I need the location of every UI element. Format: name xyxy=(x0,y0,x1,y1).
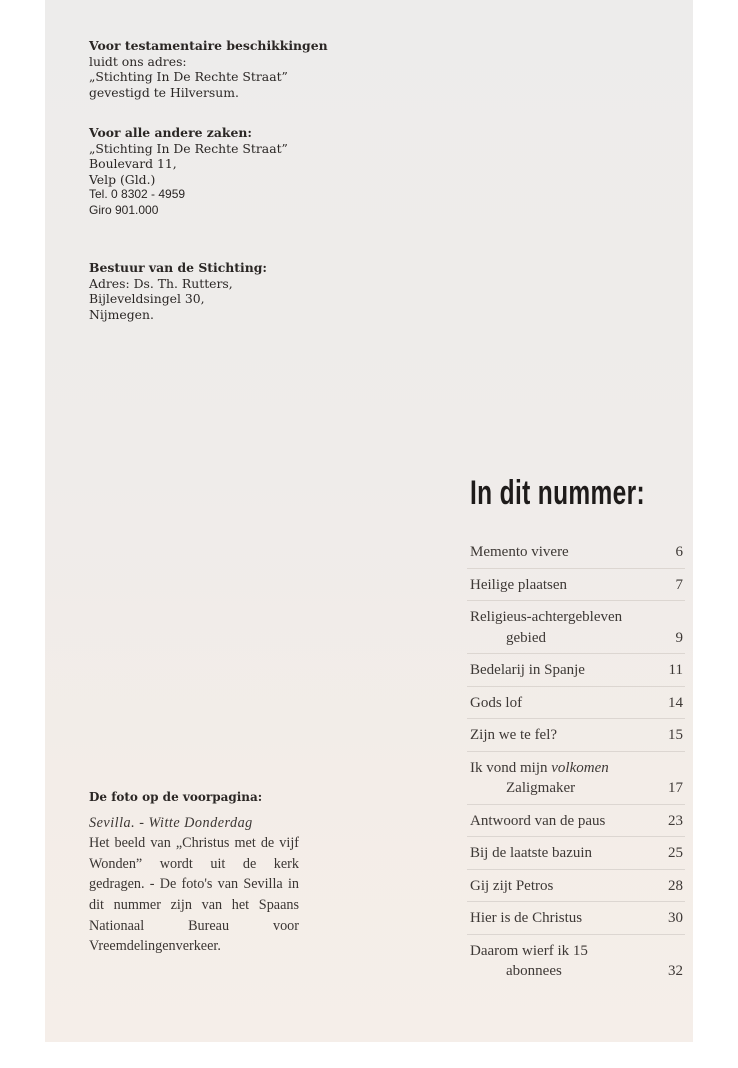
toc-entry-title: Gij zijt Petros xyxy=(470,877,554,894)
board-heading: Bestuur van de Stichting: xyxy=(89,260,267,275)
other-line: Boulevard 11, xyxy=(89,156,177,172)
toc-entry-title: Bij de laatste bazuin xyxy=(470,845,593,861)
testament-line: gevestigd te Hilversum. xyxy=(89,84,239,100)
toc-entry-title: Memento vivere xyxy=(470,544,569,560)
toc-entry xyxy=(467,934,685,987)
toc-entry-page: 30 xyxy=(668,910,683,926)
board-line: Nijmegen. xyxy=(89,306,154,322)
toc-entry-title-italic: volkomen xyxy=(551,759,609,776)
toc-entry xyxy=(467,804,685,837)
toc-entry-page: 25 xyxy=(668,845,683,861)
caption-italic: Sevilla. - Witte Donderdag xyxy=(89,814,253,831)
toc-entry-page: 11 xyxy=(668,662,683,678)
caption-text: Het beeld van „Christus met de vijf Wonden” wordt uit de kerk gedragen. - De foto's van Sevilla in dit nummer zijn van het Spaans Nationaal Bureau voor Vreemdelingenverkeer. xyxy=(89,835,299,955)
toc-entry xyxy=(467,536,685,568)
board-block xyxy=(89,260,267,322)
toc-entry xyxy=(467,901,685,934)
toc-entry xyxy=(467,718,685,751)
toc-entry xyxy=(467,653,685,686)
caption-heading: De foto op de voorpagina: xyxy=(89,790,263,804)
toc-entry-title: Bedelarij in Spanje xyxy=(470,662,585,678)
toc-entry xyxy=(467,568,685,601)
toc-entry-page: 7 xyxy=(675,576,683,593)
toc-entry-title: Religieus-achtergebleven xyxy=(470,609,623,625)
toc-entry-title-continued: gebied xyxy=(506,629,546,646)
other-line: „Stichting In De Rechte Straat” xyxy=(89,140,288,156)
board-line: Adres: Ds. Th. Rutters, xyxy=(89,275,233,291)
cover-photo-caption xyxy=(89,787,299,957)
toc-entry xyxy=(467,869,685,902)
toc-entry-title: Hier is de Christus xyxy=(470,910,583,926)
other-line: Tel. 0 8302 - 4959 xyxy=(89,187,186,202)
testament-address-block xyxy=(89,38,328,100)
testament-line: luidt ons adres: xyxy=(89,53,187,69)
toc-entry-page: 14 xyxy=(668,694,683,711)
testament-line: „Stichting In De Rechte Straat” xyxy=(89,69,288,85)
other-line: Velp (Gld.) xyxy=(89,171,156,187)
table-of-contents xyxy=(467,536,685,987)
toc-entry-title-continued: Zaligmaker xyxy=(506,780,576,796)
board-line: Bijleveldsingel 30, xyxy=(89,291,205,307)
toc-entry xyxy=(467,600,685,653)
toc-entry xyxy=(467,686,685,719)
testament-heading: Voor testamentaire beschikkingen xyxy=(89,38,328,53)
toc-entry xyxy=(467,836,685,869)
toc-entry-title: Zijn we te fel? xyxy=(470,727,558,743)
toc-entry-page: 28 xyxy=(668,877,683,894)
toc-entry-page: 6 xyxy=(675,544,683,560)
toc-entry-title: Gods lof xyxy=(470,694,523,711)
toc-entry-page: 9 xyxy=(675,629,683,646)
toc-entry-page: 17 xyxy=(668,780,683,796)
toc-entry-title: Antwoord van de paus xyxy=(470,812,606,829)
toc-entry-title: Ik vond mijn volkomen xyxy=(470,759,609,776)
other-matters-block xyxy=(89,125,288,219)
toc-entry-page: 32 xyxy=(668,963,683,979)
toc-entry-page: 15 xyxy=(668,727,683,743)
toc-entry-title: Heilige plaatsen xyxy=(470,576,568,593)
other-line: Giro 901.000 xyxy=(89,202,159,217)
toc-title: In dit nummer: xyxy=(470,474,646,512)
toc-entry-page: 23 xyxy=(668,812,683,829)
toc-entry xyxy=(467,751,685,804)
toc-entry-title: Daarom wierf ik 15 xyxy=(470,942,588,959)
toc-entry-title-continued: abonnees xyxy=(506,963,562,979)
other-heading: Voor alle andere zaken: xyxy=(89,125,252,140)
